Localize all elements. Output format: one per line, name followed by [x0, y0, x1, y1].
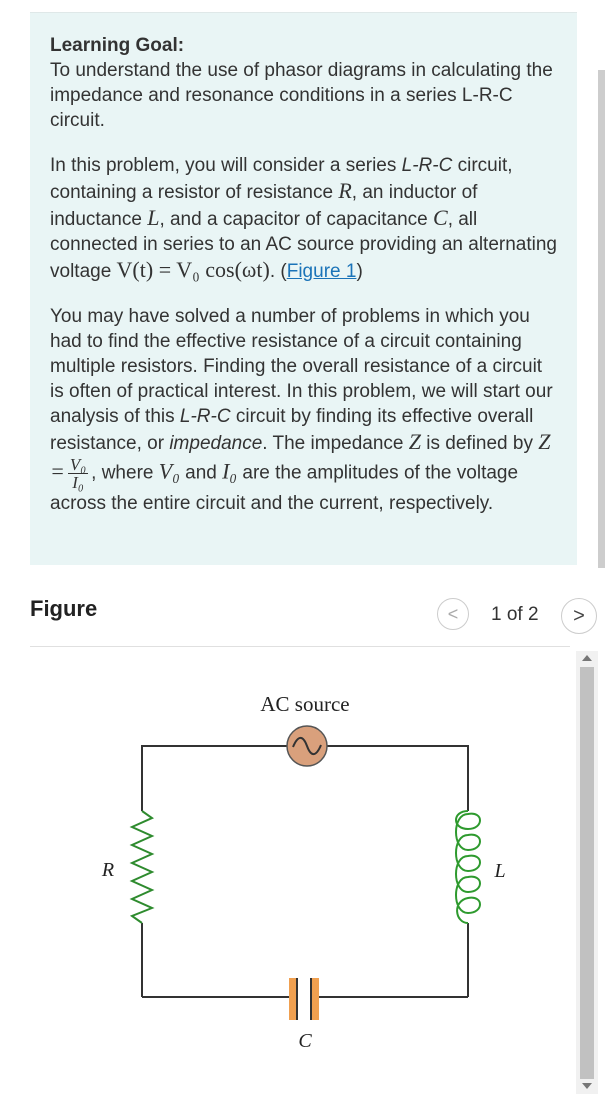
setup-text-f: . ( [269, 261, 287, 282]
learning-goal-panel [30, 12, 577, 565]
wire-top-right [327, 746, 468, 811]
figure-scrollbar[interactable] [576, 651, 598, 1094]
r-symbol: R [338, 178, 352, 203]
goal-text: To understand the use of phasor diagrams in calculating the impedance and resonance conditions in a series L-R-C circuit. [50, 60, 553, 131]
goal-paragraph [50, 33, 560, 133]
imp-text-g: are the amplitudes of the voltage across the entire circuit and the current, respectively. [50, 462, 519, 514]
inductor-coil [456, 811, 480, 923]
imp-text-f: and [179, 462, 223, 484]
fraction-denominator: I₀ [72, 473, 84, 492]
imp-text-c: . The impedance [262, 433, 409, 454]
circuit-diagram [0, 651, 576, 1094]
panel-scrollbar[interactable] [598, 70, 605, 568]
capacitor-label: C [298, 1030, 312, 1052]
lrc-term: L-R-C [401, 155, 453, 176]
l-symbol: L [147, 205, 160, 230]
impedance-paragraph [50, 304, 560, 516]
imp-text-b: circuit by finding its effective overall resistance, or [50, 406, 534, 454]
setup-paragraph [50, 153, 560, 284]
goal-title: Learning Goal: [50, 35, 185, 56]
setup-text-d: , and a capacitor of capacitance [159, 209, 433, 230]
resistor-label: R [101, 859, 115, 881]
capacitor-plate-left [289, 978, 296, 1020]
resistor-zigzag [132, 811, 152, 923]
previous-figure-button[interactable]: < [437, 598, 469, 630]
voltage-formula: V(t) = V₀ cos(ωt) [116, 257, 270, 282]
imp-text-a: You may have solved a number of problems in which you had to find the effective resistance of a circuit containing multiple resistors. Finding the overall resistance of a circuit is often of practical interest. In this problem, we will start our analysis of this [50, 306, 553, 427]
ac-source [260, 692, 349, 766]
fraction-numerator: V₀ [69, 455, 87, 474]
capacitor-plate-right [312, 978, 319, 1020]
setup-text-b: circuit, containing a resistor of resistance [50, 155, 513, 203]
figure-counter: 1 of 2 [491, 604, 539, 625]
panel-body [50, 33, 560, 516]
capacitor [289, 978, 319, 1052]
inductor-label: L [494, 860, 506, 882]
z-symbol: Z [408, 429, 421, 454]
setup-text-a: In this problem, you will consider a series [50, 155, 402, 176]
setup-text-e: , all connected in series to an AC source providing an alternating voltage [50, 209, 557, 282]
imp-text-d: is defined by [421, 433, 539, 454]
figure-link[interactable]: Figure 1 [286, 261, 357, 282]
scroll-up-icon[interactable] [582, 655, 592, 661]
setup-text-c: , an inductor of inductance [50, 182, 478, 230]
circuit-wires [142, 746, 468, 997]
resistor [101, 811, 152, 923]
imp-text-e: , where [91, 462, 159, 484]
scroll-down-icon[interactable] [582, 1083, 592, 1089]
z-equals: Z = [50, 429, 551, 484]
lrc-term-2: L-R-C [179, 406, 231, 427]
impedance-term: impedance [169, 433, 263, 454]
figure-title: Figure [30, 596, 98, 621]
i0-symbol: I₀ [222, 458, 238, 484]
v0-symbol: V₀ [158, 458, 180, 484]
ac-source-label: AC source [260, 692, 350, 716]
figure-divider [30, 646, 570, 647]
wire-top-left [142, 746, 287, 811]
c-symbol: C [433, 205, 448, 230]
scrollbar-thumb[interactable] [580, 667, 594, 1079]
setup-text-g: ) [356, 261, 363, 282]
inductor [456, 811, 506, 923]
next-figure-button[interactable]: > [561, 598, 597, 634]
impedance-fraction [68, 456, 88, 491]
